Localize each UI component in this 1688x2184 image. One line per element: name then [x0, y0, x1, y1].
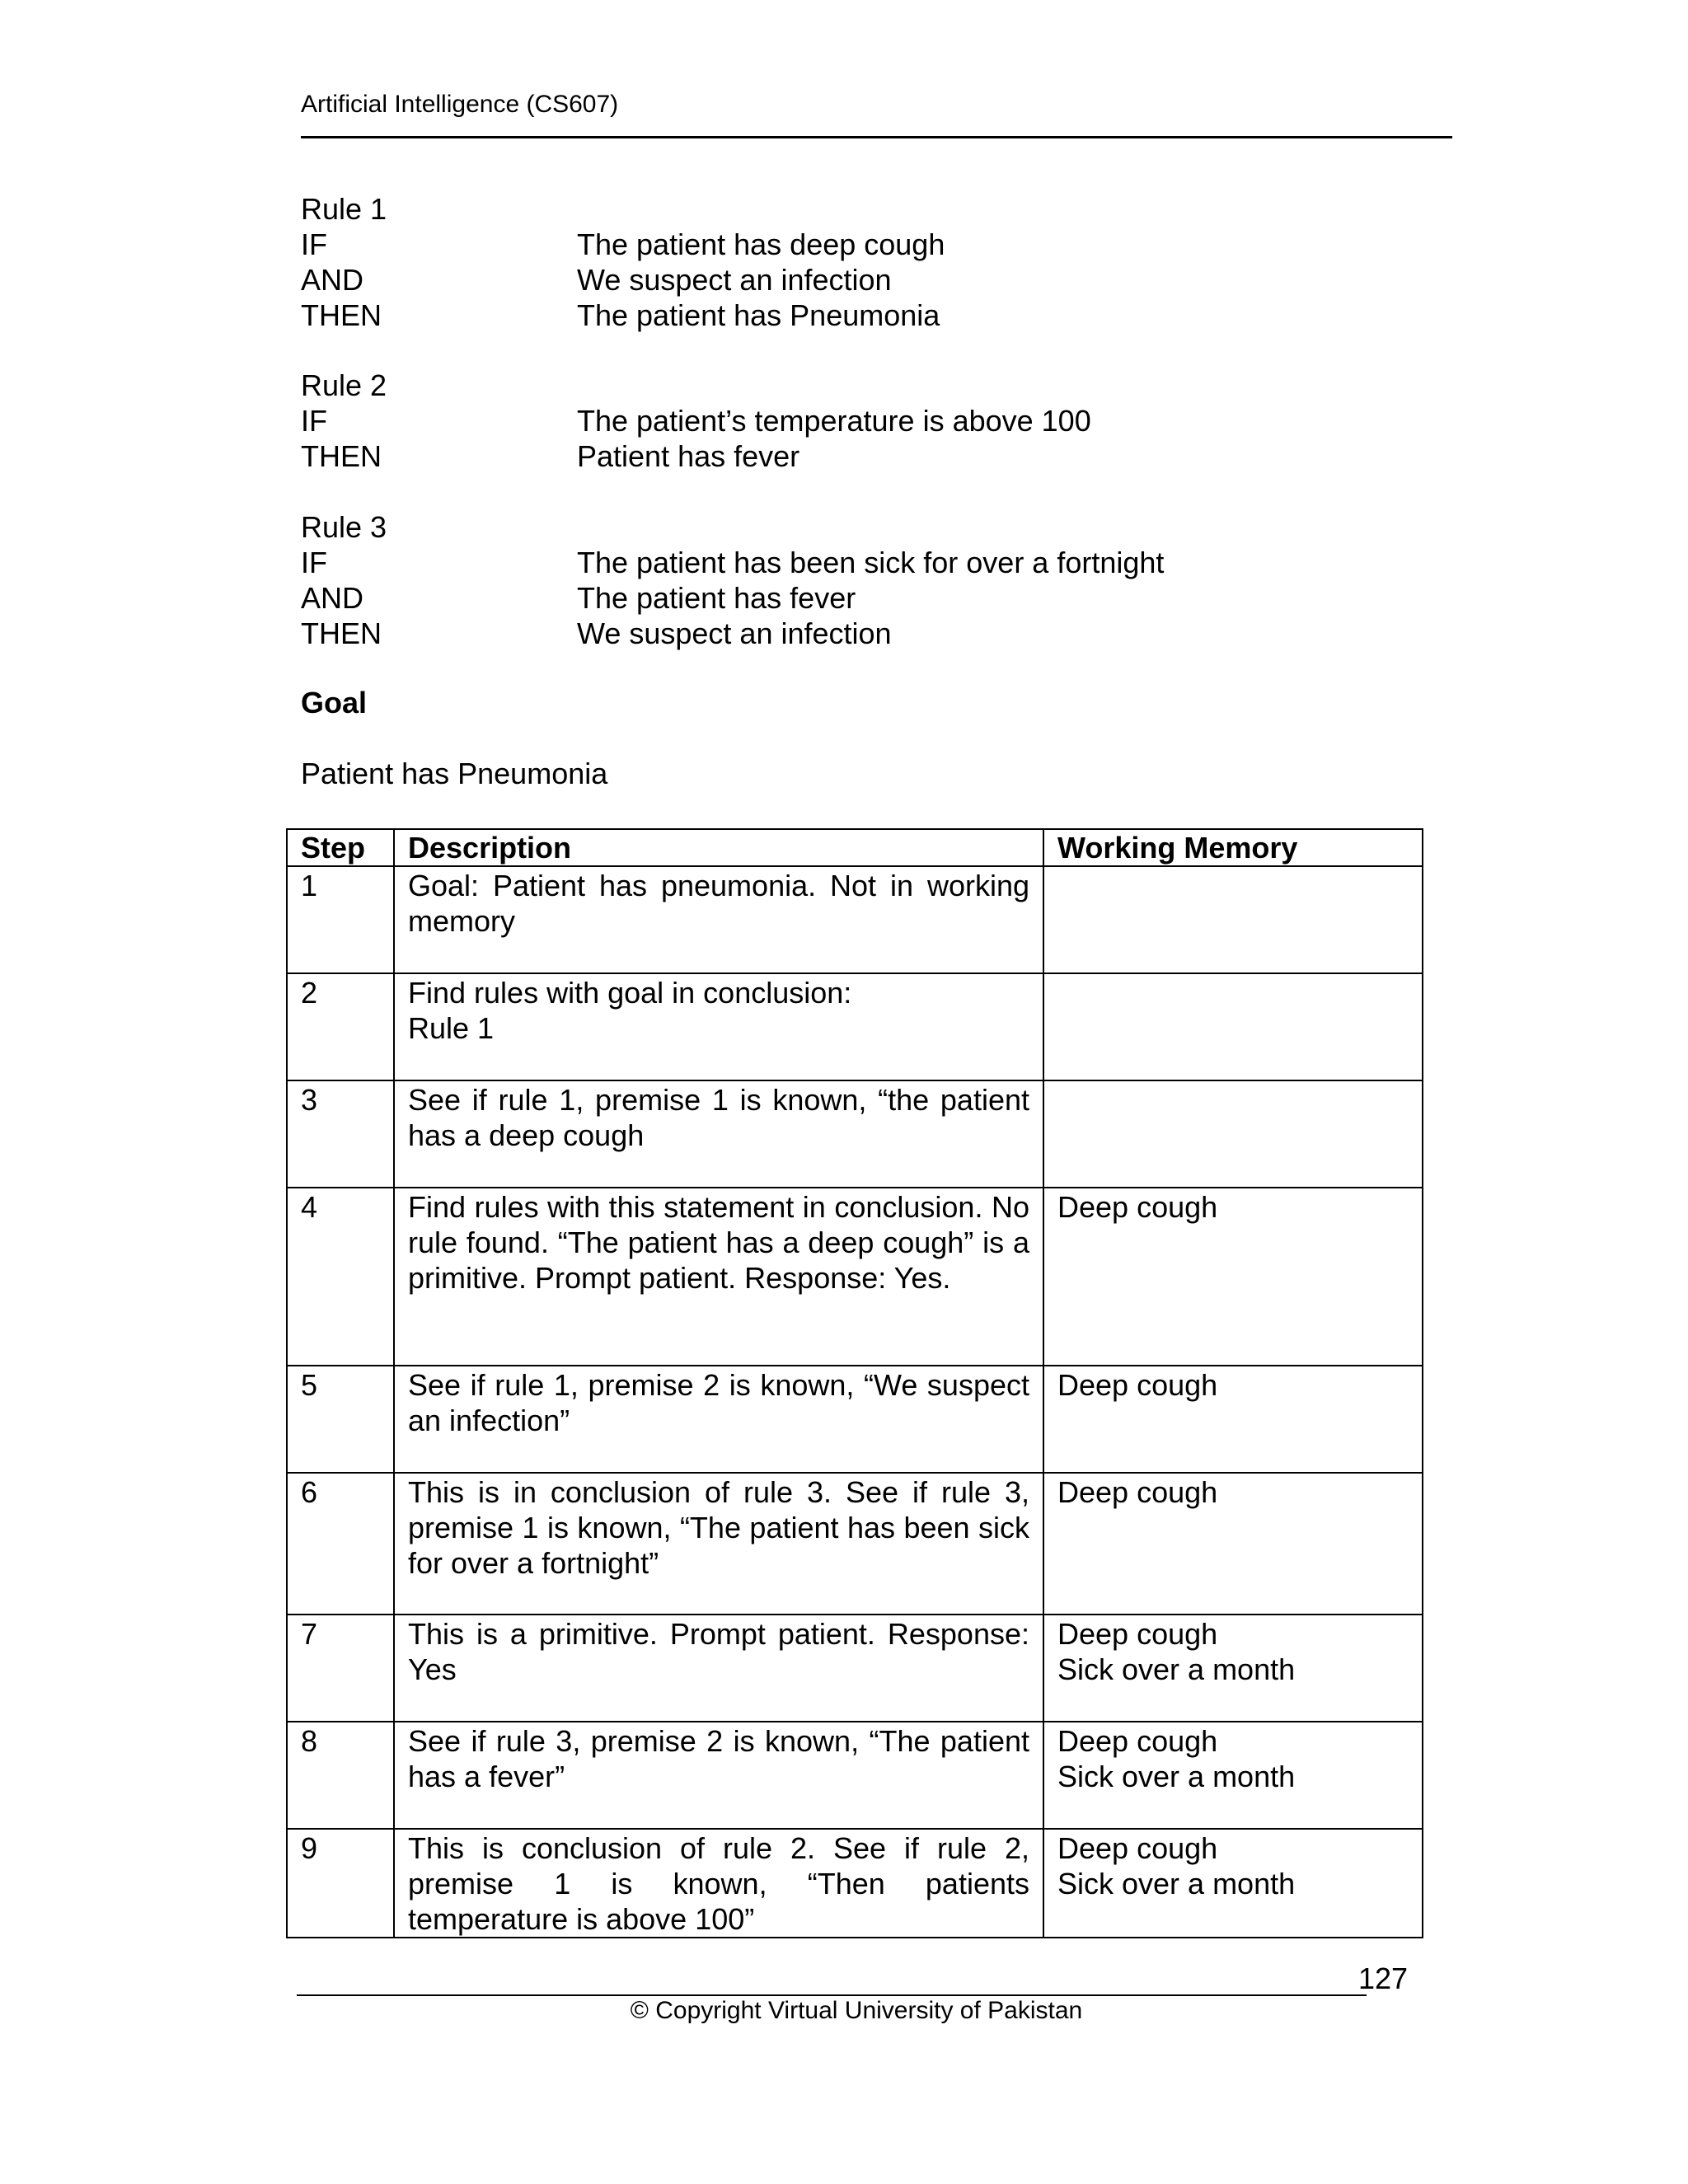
rule-keyword: IF — [301, 404, 327, 438]
description-line: Find rules with goal in conclusion: — [408, 976, 852, 1010]
rule-title: Rule 1 — [301, 192, 387, 226]
rule-statement: The patient has deep cough — [577, 227, 945, 261]
rule-keyword: THEN — [301, 298, 382, 332]
description-cell: See if rule 1, premise 1 is known, “the patient has a deep cough — [394, 1080, 1043, 1188]
goal-heading: Goal — [301, 686, 368, 719]
table-row — [287, 1188, 1423, 1366]
copyright-notice: © Copyright Virtual University of Pakistan — [630, 1997, 1083, 2024]
memory-item: Deep cough — [1057, 1831, 1218, 1865]
rule-statement: We suspect an infection — [577, 616, 892, 650]
working-memory-cell — [1043, 1188, 1423, 1366]
rule-keyword: THEN — [301, 439, 382, 473]
description-cell: Goal: Patient has pneumonia. Not in working memory — [394, 866, 1043, 973]
table-row — [287, 973, 1423, 1080]
rule-keyword: IF — [301, 546, 327, 579]
step-cell: 5 — [287, 1366, 394, 1473]
memory-item: Sick over a month — [1057, 1867, 1296, 1900]
table-row — [287, 1615, 1423, 1722]
table-row — [287, 1080, 1423, 1188]
table-header-row — [287, 829, 1423, 866]
memory-item: Deep cough — [1057, 1617, 1218, 1651]
description-cell: Find rules with this statement in conclusion. No rule found. “The patient has a deep cough” is a primitive. Prompt patient. Response: Yes. — [394, 1188, 1043, 1366]
backward-chaining-table — [286, 828, 1423, 1938]
description-cell: This is in conclusion of rule 3. See if rule 3, premise 1 is known, “The patient has been sick for over a fortnight” — [394, 1473, 1043, 1615]
rule-keyword: IF — [301, 227, 327, 261]
working-memory-cell — [1043, 1473, 1423, 1615]
step-cell: 2 — [287, 973, 394, 1080]
rule-1 — [301, 191, 1496, 333]
description-cell — [394, 973, 1043, 1080]
memory-item: Sick over a month — [1057, 1652, 1296, 1686]
rule-statement: The patient has Pneumonia — [577, 298, 940, 332]
memory-item: Deep cough — [1057, 1724, 1218, 1758]
rule-keyword: AND — [301, 581, 364, 615]
description-column-header: Description — [394, 829, 1043, 866]
goal-statement: Patient has Pneumonia — [301, 757, 608, 790]
memory-item: Sick over a month — [1057, 1760, 1296, 1793]
description-cell: See if rule 3, premise 2 is known, “The patient has a fever” — [394, 1722, 1043, 1829]
table-row — [287, 1722, 1423, 1829]
description-cell: See if rule 1, premise 2 is known, “We suspect an infection” — [394, 1366, 1043, 1473]
rule-statement: The patient has fever — [577, 581, 856, 615]
description-line: Rule 1 — [408, 1011, 495, 1045]
memory-item: Deep cough — [1057, 1475, 1218, 1509]
rule-3 — [301, 509, 1496, 651]
step-column-header: Step — [287, 829, 394, 866]
rule-statement: The patient has been sick for over a fortnight — [577, 546, 1165, 579]
memory-item: Deep cough — [1057, 1190, 1218, 1224]
table-row — [287, 1829, 1423, 1938]
table-row — [287, 866, 1423, 973]
rule-2 — [301, 368, 1496, 474]
step-cell: 1 — [287, 866, 394, 973]
step-cell: 9 — [287, 1829, 394, 1938]
rule-keyword: AND — [301, 263, 364, 297]
working-memory-cell — [1043, 866, 1423, 973]
step-cell: 3 — [287, 1080, 394, 1188]
working-memory-cell — [1043, 1366, 1423, 1473]
working-memory-cell — [1043, 1080, 1423, 1188]
step-cell: 7 — [287, 1615, 394, 1722]
table-row — [287, 1473, 1423, 1615]
footer-divider — [297, 1994, 1367, 1996]
working-memory-cell — [1043, 1829, 1423, 1938]
description-cell: This is a primitive. Prompt patient. Response: Yes — [394, 1615, 1043, 1722]
working-memory-cell — [1043, 973, 1423, 1080]
header-divider — [301, 136, 1452, 138]
step-cell: 4 — [287, 1188, 394, 1366]
rule-title: Rule 2 — [301, 368, 387, 402]
memory-item: Deep cough — [1057, 1368, 1218, 1402]
step-cell: 6 — [287, 1473, 394, 1615]
step-cell: 8 — [287, 1722, 394, 1829]
rule-statement: Patient has fever — [577, 439, 800, 473]
table-row — [287, 1366, 1423, 1473]
memory-column-header: Working Memory — [1043, 829, 1423, 866]
working-memory-cell — [1043, 1722, 1423, 1829]
page-header-title: Artificial Intelligence (CS607) — [301, 91, 619, 118]
page-number: 127 — [1358, 1961, 1409, 1995]
description-cell: This is conclusion of rule 2. See if rule 2, premise 1 is known, “Then patients temperature is above 100” — [394, 1829, 1043, 1938]
rule-statement: We suspect an infection — [577, 263, 892, 297]
rule-keyword: THEN — [301, 616, 382, 650]
rule-statement: The patient’s temperature is above 100 — [577, 404, 1091, 438]
rule-title: Rule 3 — [301, 510, 387, 544]
working-memory-cell — [1043, 1615, 1423, 1722]
